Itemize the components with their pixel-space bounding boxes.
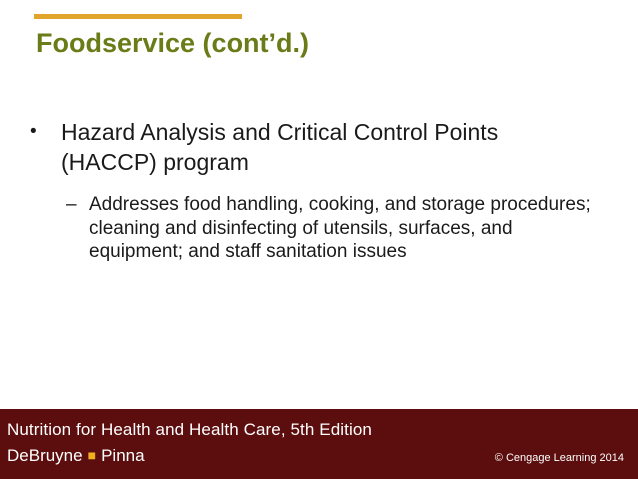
author-name: DeBruyne (7, 446, 83, 465)
bullet-item (30, 117, 570, 177)
sub-bullet-marker: – (66, 194, 77, 215)
author-line (7, 446, 145, 466)
author-separator-square: ■ (87, 447, 97, 463)
bullet-text: Hazard Analysis and Critical Control Points (HACCP) program (61, 119, 499, 175)
copyright-notice: © Cengage Learning 2014 (494, 452, 624, 464)
author-name: Pinna (101, 446, 145, 465)
bullet-marker: • (30, 121, 37, 142)
sub-bullet-text: Addresses food handling, cooking, and storage procedures; cleaning and disinfecting of utensils, surfaces, and equipment; and staff sanitation issues (89, 194, 591, 262)
sub-bullet-item (66, 193, 606, 264)
book-title: Nutrition for Health and Health Care, 5th Edition (7, 420, 372, 439)
title-accent-rule (34, 14, 242, 19)
slide-title: Foodservice (cont’d.) (36, 28, 310, 58)
footer-bar (0, 409, 638, 479)
